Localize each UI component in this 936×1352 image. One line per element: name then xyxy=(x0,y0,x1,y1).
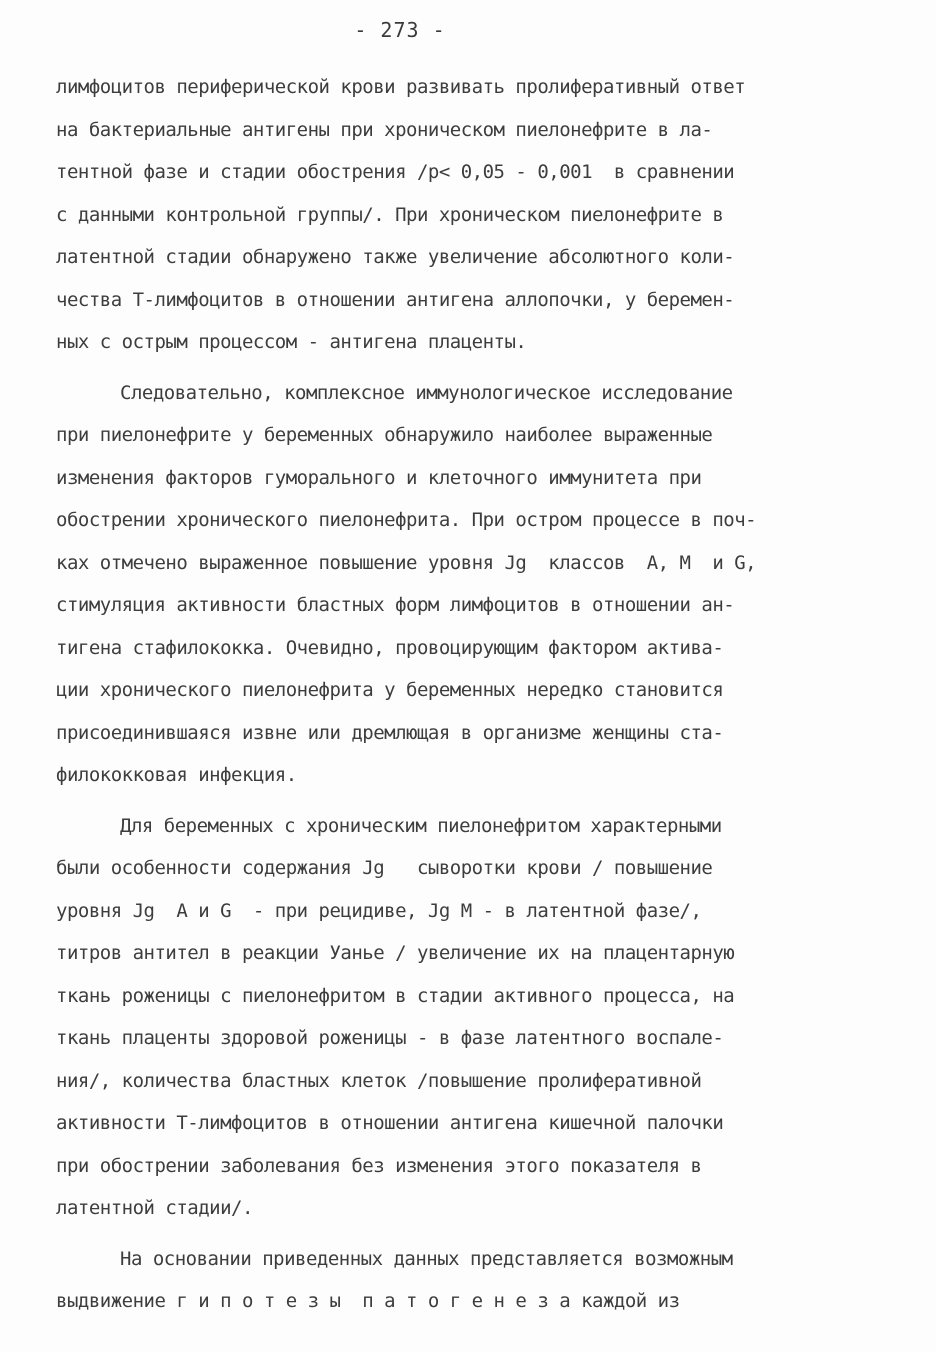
paragraph-3-line-6: ткань плаценты здоровой роженицы - в фазе латентного воспале- xyxy=(56,1027,724,1049)
paragraph-4-line-2: выдвижение г и п о т е з ы п а т о г е н е з а каждой из xyxy=(56,1290,680,1312)
paragraph-4-line-1: На основании приведенных данных представляется возможным xyxy=(120,1247,733,1270)
paragraph-2-line-10: филококковая инфекция. xyxy=(56,764,297,786)
paragraph-3-line-2: были особенности содержания Jg сыворотки крови / повышение xyxy=(56,857,713,879)
paragraph-3-line-1: Для беременных с хроническим пиелонефритом характерными xyxy=(120,814,722,837)
paragraph-3-line-5: ткань роженицы с пиелонефритом в стадии активного процесса, на xyxy=(56,984,735,1007)
paragraph-2-line-7: тигена стафилококка. Очевидно, провоцирующим фактором актива- xyxy=(56,636,724,659)
paragraph-1-line-7: ных с острым процессом - антигена плаценты. xyxy=(56,331,527,353)
paragraph-2-line-1: Следовательно, комплексное иммунологическое исследование xyxy=(120,381,733,404)
paragraph-1-line-5: латентной стадии обнаружено также увеличение абсолютного коли- xyxy=(56,246,735,268)
paragraph-gap xyxy=(56,797,876,805)
body-text xyxy=(56,66,876,1323)
paragraph-2-line-8: ции хронического пиелонефрита у беременных нередко становится xyxy=(56,679,724,701)
paragraph-1-line-1: лимфоцитов периферической крови развивать пролиферативный ответ xyxy=(56,76,746,98)
paragraph-2-line-5: ках отмечено выраженное повышение уровня Jg классов A, M и G, xyxy=(56,551,757,574)
paragraph-1-line-4: с данными контрольной группы/. При хроническом пиелонефрите в xyxy=(56,203,724,226)
paragraph-3-line-9: при обострении заболевания без изменения этого показателя в xyxy=(56,1154,702,1177)
paragraph-2-line-3: изменения факторов гуморального и клеточного иммунитета при xyxy=(56,466,702,489)
paragraph-3-line-4: титров антител в реакции Уанье / увеличение их на плацентарную xyxy=(56,942,735,964)
paragraph-gap xyxy=(56,364,876,372)
paragraph-1-line-6: чества Т-лимфоцитов в отношении антигена аллопочки, у беремен- xyxy=(56,288,735,311)
paragraph-2-line-2: при пиелонефрите у беременных обнаружило наиболее выраженные xyxy=(56,424,713,446)
paragraph-gap xyxy=(56,1230,876,1238)
paragraph-2-line-4: обострении хронического пиелонефрита. При остром процессе в поч- xyxy=(56,509,757,531)
paragraph-3-line-7: ния/, количества бластных клеток /повышение пролиферативной xyxy=(56,1069,702,1092)
paragraph-1-line-3: тентной фазе и стадии обострения /р< 0,05 - 0,001 в сравнении xyxy=(56,161,735,183)
page-number: - 273 - xyxy=(354,18,446,42)
paragraph-3-line-10: латентной стадии/. xyxy=(56,1197,253,1219)
paragraph-1-line-2: на бактериальные антигены при хроническом пиелонефрите в ла- xyxy=(56,118,713,141)
paragraph-3-line-3: уровня Jg A и G - при рецидиве, Jg M - в латентной фазе/, xyxy=(56,899,702,922)
paragraph-3-line-8: активности Т-лимфоцитов в отношении антигена кишечной палочки xyxy=(56,1112,724,1134)
paragraph-2-line-6: стимуляция активности бластных форм лимфоцитов в отношении ан- xyxy=(56,594,735,616)
paragraph-2-line-9: присоединившаяся извне или дремлющая в организме женщины ста- xyxy=(56,721,724,744)
